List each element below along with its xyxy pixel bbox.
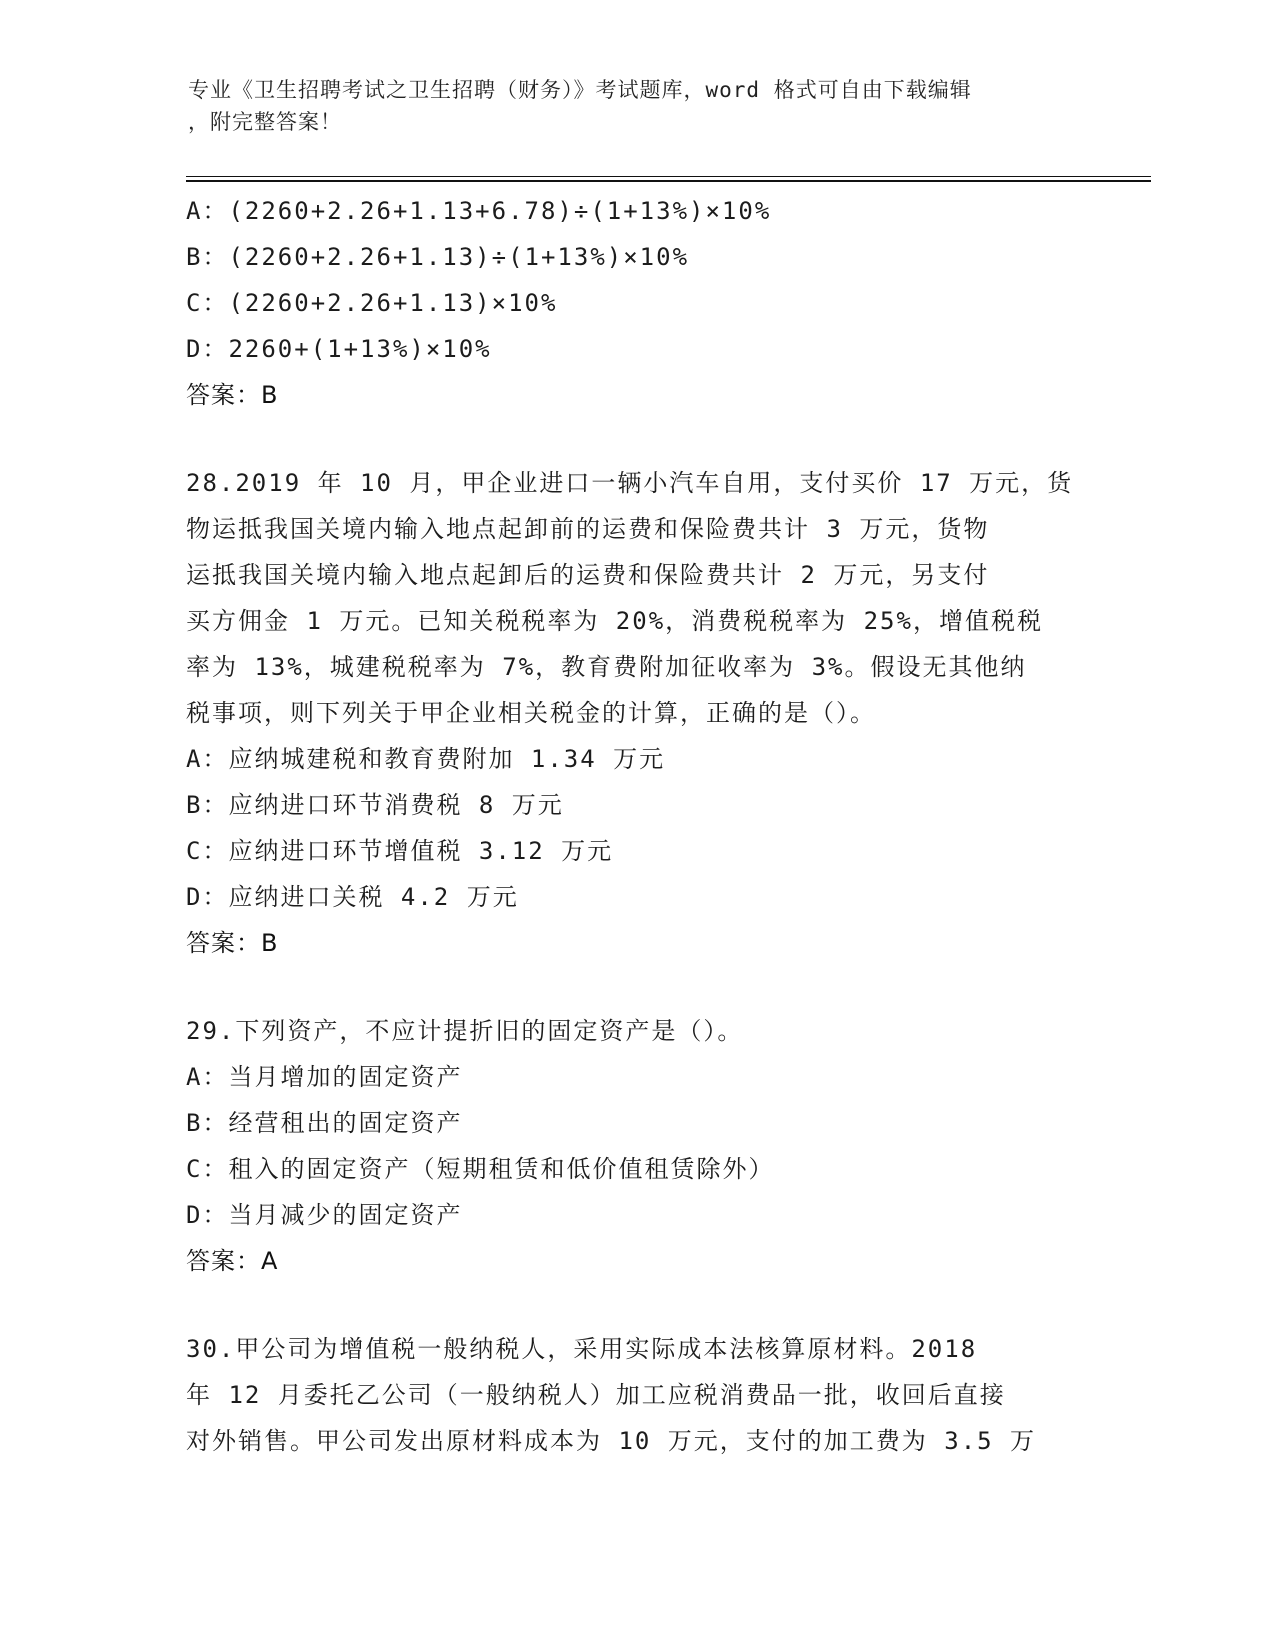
answer: 答案：A [186, 1247, 279, 1275]
question-stem-line: 买方佣金 1 万元。已知关税税率为 20%，消费税税率为 25%，增值税税 [186, 607, 1043, 635]
question-stem-line: 30.甲公司为增值税一般纳税人，采用实际成本法核算原材料。2018 [186, 1335, 978, 1363]
option-d: D：应纳进口关税 4.2 万元 [186, 883, 519, 911]
question-stem-line: 税事项，则下列关于甲企业相关税金的计算，正确的是（）。 [186, 699, 876, 727]
question-stem-line: 年 12 月委托乙公司（一般纳税人）加工应税消费品一批，收回后直接 [186, 1381, 1006, 1409]
option-b: B：(2260+2.26+1.13)÷(1+13%)×10% [186, 243, 690, 271]
answer: 答案：B [186, 381, 279, 409]
spacer [186, 1284, 1086, 1326]
question-stem-line: 29.下列资产，不应计提折旧的固定资产是（）。 [186, 1017, 744, 1045]
question-stem-line: 率为 13%，城建税税率为 7%，教育费附加征收率为 3%。假设无其他纳 [186, 653, 1027, 681]
question-29 [186, 1008, 1086, 1284]
document-body [186, 188, 1086, 1464]
option-c: C：应纳进口环节增值税 3.12 万元 [186, 837, 614, 865]
question-stem-line: 物运抵我国关境内输入地点起卸前的运费和保险费共计 3 万元，货物 [186, 515, 990, 543]
answer: 答案：B [186, 929, 279, 957]
document-header: 专业《卫生招聘考试之卫生招聘（财务）》考试题库，word 格式可自由下载编辑 ，附完整答案！ [188, 78, 972, 134]
option-a: A：当月增加的固定资产 [186, 1063, 463, 1091]
spacer [186, 418, 1086, 460]
option-a: A：(2260+2.26+1.13+6.78)÷(1+13%)×10% [186, 197, 772, 225]
header-rule-thin [186, 176, 1151, 177]
question-stem-line: 运抵我国关境内输入地点起卸后的运费和保险费共计 2 万元，另支付 [186, 561, 990, 589]
option-c: C：(2260+2.26+1.13)×10% [186, 289, 558, 317]
question-28 [186, 460, 1086, 966]
question-30 [186, 1326, 1086, 1464]
option-b: B：经营租出的固定资产 [186, 1109, 463, 1137]
header-rule-thick [186, 180, 1151, 182]
question-stem-line: 对外销售。甲公司发出原材料成本为 10 万元，支付的加工费为 3.5 万 [186, 1427, 1037, 1455]
spacer [186, 966, 1086, 1008]
option-d: D：2260+(1+13%)×10% [186, 335, 492, 363]
option-a: A：应纳城建税和教育费附加 1.34 万元 [186, 745, 666, 773]
question-stem-line: 28.2019 年 10 月，甲企业进口一辆小汽车自用，支付买价 17 万元，货 [186, 469, 1074, 497]
option-c: C：租入的固定资产（短期租赁和低价值租赁除外） [186, 1155, 775, 1183]
option-d: D：当月减少的固定资产 [186, 1201, 463, 1229]
option-b: B：应纳进口环节消费税 8 万元 [186, 791, 564, 819]
question-27 [186, 188, 1086, 418]
